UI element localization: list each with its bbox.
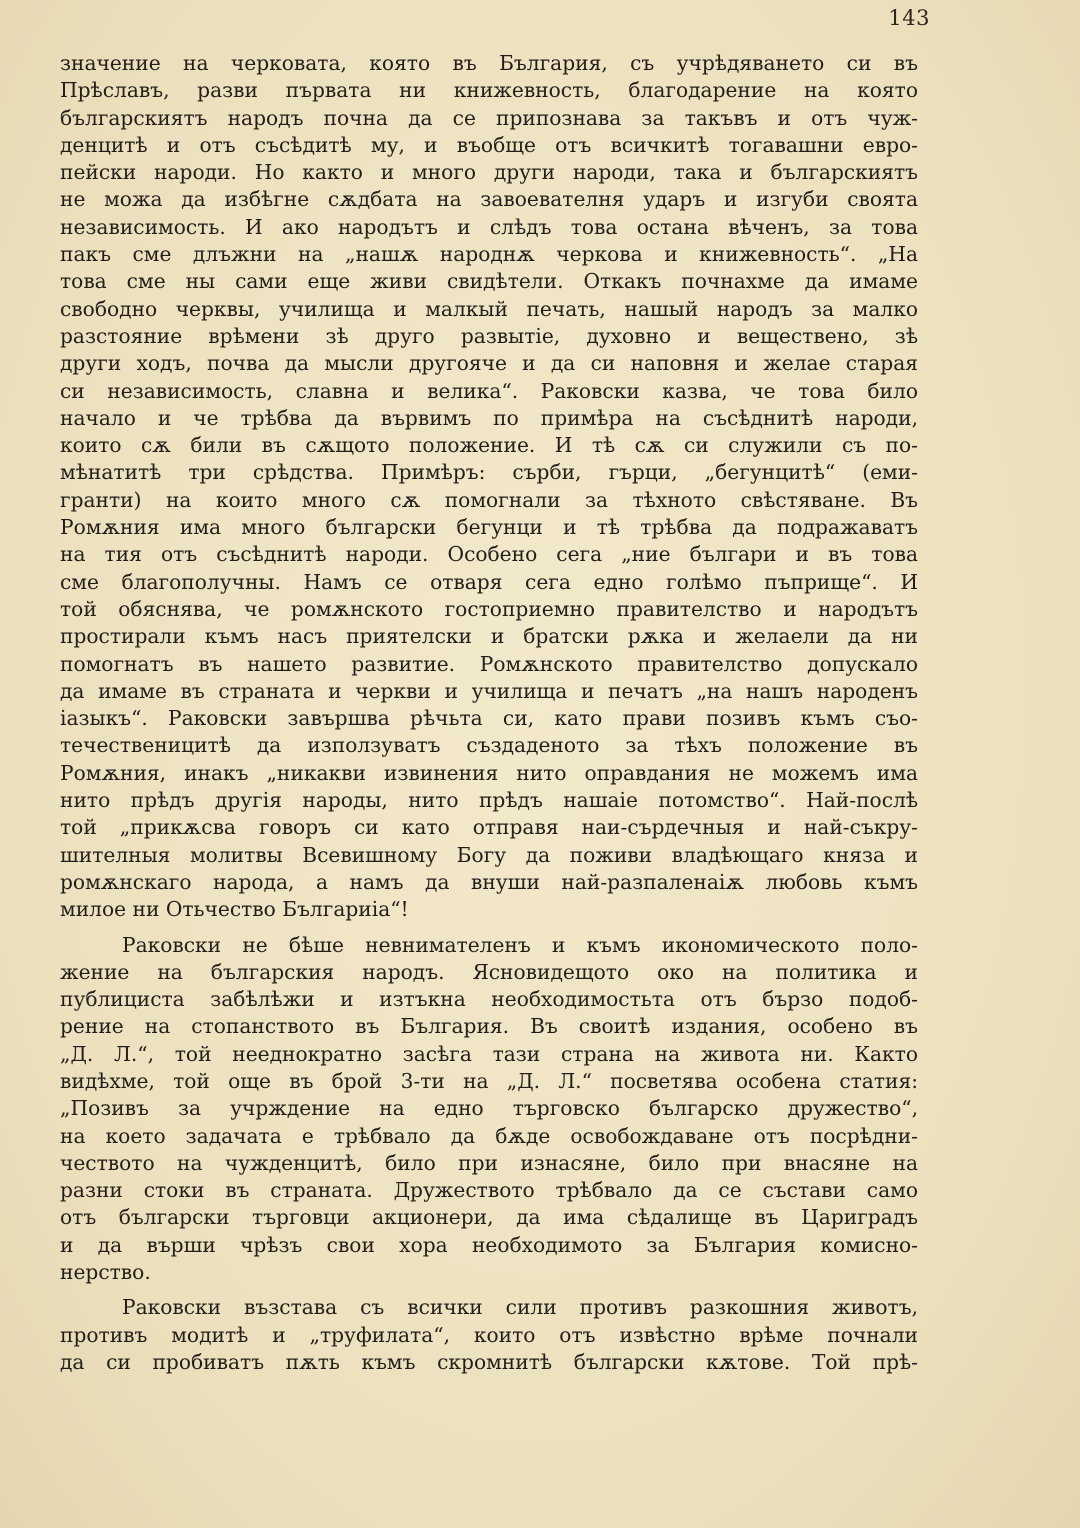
text-line: отъ български търговци акционери, да има сѣдалище въ Цариградъ	[60, 1205, 918, 1230]
text-line: „Позивъ за учрждение на едно търговско българско дружество“,	[60, 1096, 918, 1121]
text-line: Ромѫния, инакъ „никакви извинения нито оправдания не можемъ има	[60, 760, 918, 785]
text-line: чеството на чужденцитѣ, било при изнасяне, било при внасяне на	[60, 1150, 918, 1175]
paragraph	[60, 932, 918, 1287]
text-line: не можа да избѣгне сѫдбата на завоевателня ударъ и изгуби своята	[60, 187, 918, 212]
text-line: да имаме въ страната и черкви и училища и печатъ „на нашъ народенъ	[60, 678, 918, 703]
text-line: ромѫнскаго народа, а намъ да внуши най-разпаленаіѫ любовь къмъ	[60, 869, 918, 894]
text-line: іазыкъ“. Раковски завършва рѣчьта си, като прави позивъ къмъ съо-	[60, 706, 918, 731]
text-line: които сѫ били въ сѫщото положение. И тѣ сѫ си служили съ по-	[60, 433, 918, 458]
text-line: си независимость, славна и велика“. Раковски казва, че това било	[60, 378, 918, 403]
text-line: сме благополучны. Намъ се отваря сега едно голѣмо пъприще“. И	[60, 569, 918, 594]
text-line: да си пробиватъ пѫть къмъ скромнитѣ български кѫтове. Той прѣ-	[60, 1349, 918, 1374]
text-line: публициста забѣлѣжи и изтъкна необходимостьта отъ бързо подоб-	[60, 987, 918, 1012]
text-line: той обяснява, че ромѫнското гостоприемно правителство и народътъ	[60, 596, 918, 621]
paragraph	[60, 1294, 918, 1376]
text-line: пейски народи. Но както и много други народи, така и българскиятъ	[60, 160, 918, 185]
text-line: на което задачата е трѣбвало да бѫде освобождаване отъ посрѣдни-	[60, 1123, 918, 1148]
text-line: разни стоки въ страната. Дружеството трѣбвало да се състави само	[60, 1178, 918, 1203]
text-line: видѣхме, той още въ брой 3-ти на „Д. Л.“ посветява особена статия:	[60, 1068, 918, 1093]
text-line: мѣнатитѣ три срѣдства. Примѣръ: сърби, гърци, „бегунцитѣ“ (еми-	[60, 460, 918, 485]
text-line: течественицитѣ да използуватъ създаденото за тѣхъ положение въ	[60, 733, 918, 758]
paragraph-gap	[60, 1286, 918, 1294]
text-line: българскиятъ народъ почна да се припознава за такъвъ и отъ чуж-	[60, 105, 918, 130]
text-line: значение на черковата, която въ България, съ учрѣдяването си въ	[60, 51, 918, 75]
text-line: и да върши чрѣзъ свои хора необходимото за България комисно-	[60, 1232, 918, 1257]
text-line: той „прикѫсва говоръ си като отправя наи-сърдечныя и най-съкру-	[60, 815, 918, 840]
text-line: това сме ны сами еще живи свидѣтели. Откакъ почнахме да имаме	[60, 269, 918, 294]
text-line: „Д. Л.“, той нееднократно засѣга тази страна на живота ни. Както	[60, 1041, 918, 1066]
body-text	[60, 50, 918, 1376]
paragraph-gap	[60, 924, 918, 932]
text-line: Прѣславъ, разви първата ни книжевность, благодарение на която	[60, 78, 918, 103]
text-line: гранти) на които много сѫ помогнали за тѣхното свѣстяване. Въ	[60, 487, 918, 512]
text-line: нерство.	[60, 1260, 151, 1285]
text-line: на тия отъ съсѣднитѣ народи. Особено сега „ние българи и въ това	[60, 542, 918, 567]
text-line: независимость. И ако народътъ и слѣдъ това остана вѣченъ, за това	[60, 214, 918, 239]
text-line: разстояние врѣмени зѣ друго развытіе, духовно и веществено, зѣ	[60, 323, 918, 348]
text-line: противъ модитѣ и „труфилата“, които отъ извѣстно врѣме почнали	[60, 1322, 918, 1347]
page-number: 143	[888, 6, 930, 30]
text-line: нито прѣдъ другія народы, нито прѣдъ нашаіе потомство“. Най-послѣ	[60, 788, 918, 813]
text-line: Раковски не бѣше невнимателенъ и къмъ икономическото поло-	[122, 932, 918, 957]
text-line: рение на стопанството въ България. Въ своитѣ издания, особено въ	[60, 1014, 918, 1039]
text-line: Ромѫния има много български бегунци и тѣ трѣбва да подражаватъ	[60, 515, 918, 540]
text-line: Раковски възстава съ всички сили противъ разкошния животъ,	[122, 1295, 918, 1320]
text-line: денцитѣ и отъ съсѣдитѣ му, и въобще отъ всичкитѣ тогавашни евро-	[60, 132, 918, 157]
text-line: помогнатъ въ нашето развитие. Ромѫнското правителство допускало	[60, 651, 918, 676]
text-line: свободно черквы, училища и малкый печать, нашый народъ за малко	[60, 296, 918, 321]
text-line: простирали къмъ насъ приятелски и братски рѫка и желаели да ни	[60, 624, 918, 649]
text-line: други ходъ, почва да мысли другояче и да си наповня и желае старая	[60, 351, 918, 376]
text-line: начало и че трѣбва да вървимъ по примѣра на съсѣднитѣ народи,	[60, 405, 918, 430]
text-line: шителныя молитвы Всевишному Богу да поживи владѣющаго княза и	[60, 842, 918, 867]
text-line: жение на българския народъ. Ясновидещото око на политика и	[60, 959, 918, 984]
text-line: милое ни Отьчество Българиіа“!	[60, 897, 409, 922]
text-line: пакъ сме длъжни на „нашѫ народнѫ черкова и книжевность“. „На	[60, 242, 918, 267]
paragraph	[60, 50, 918, 924]
